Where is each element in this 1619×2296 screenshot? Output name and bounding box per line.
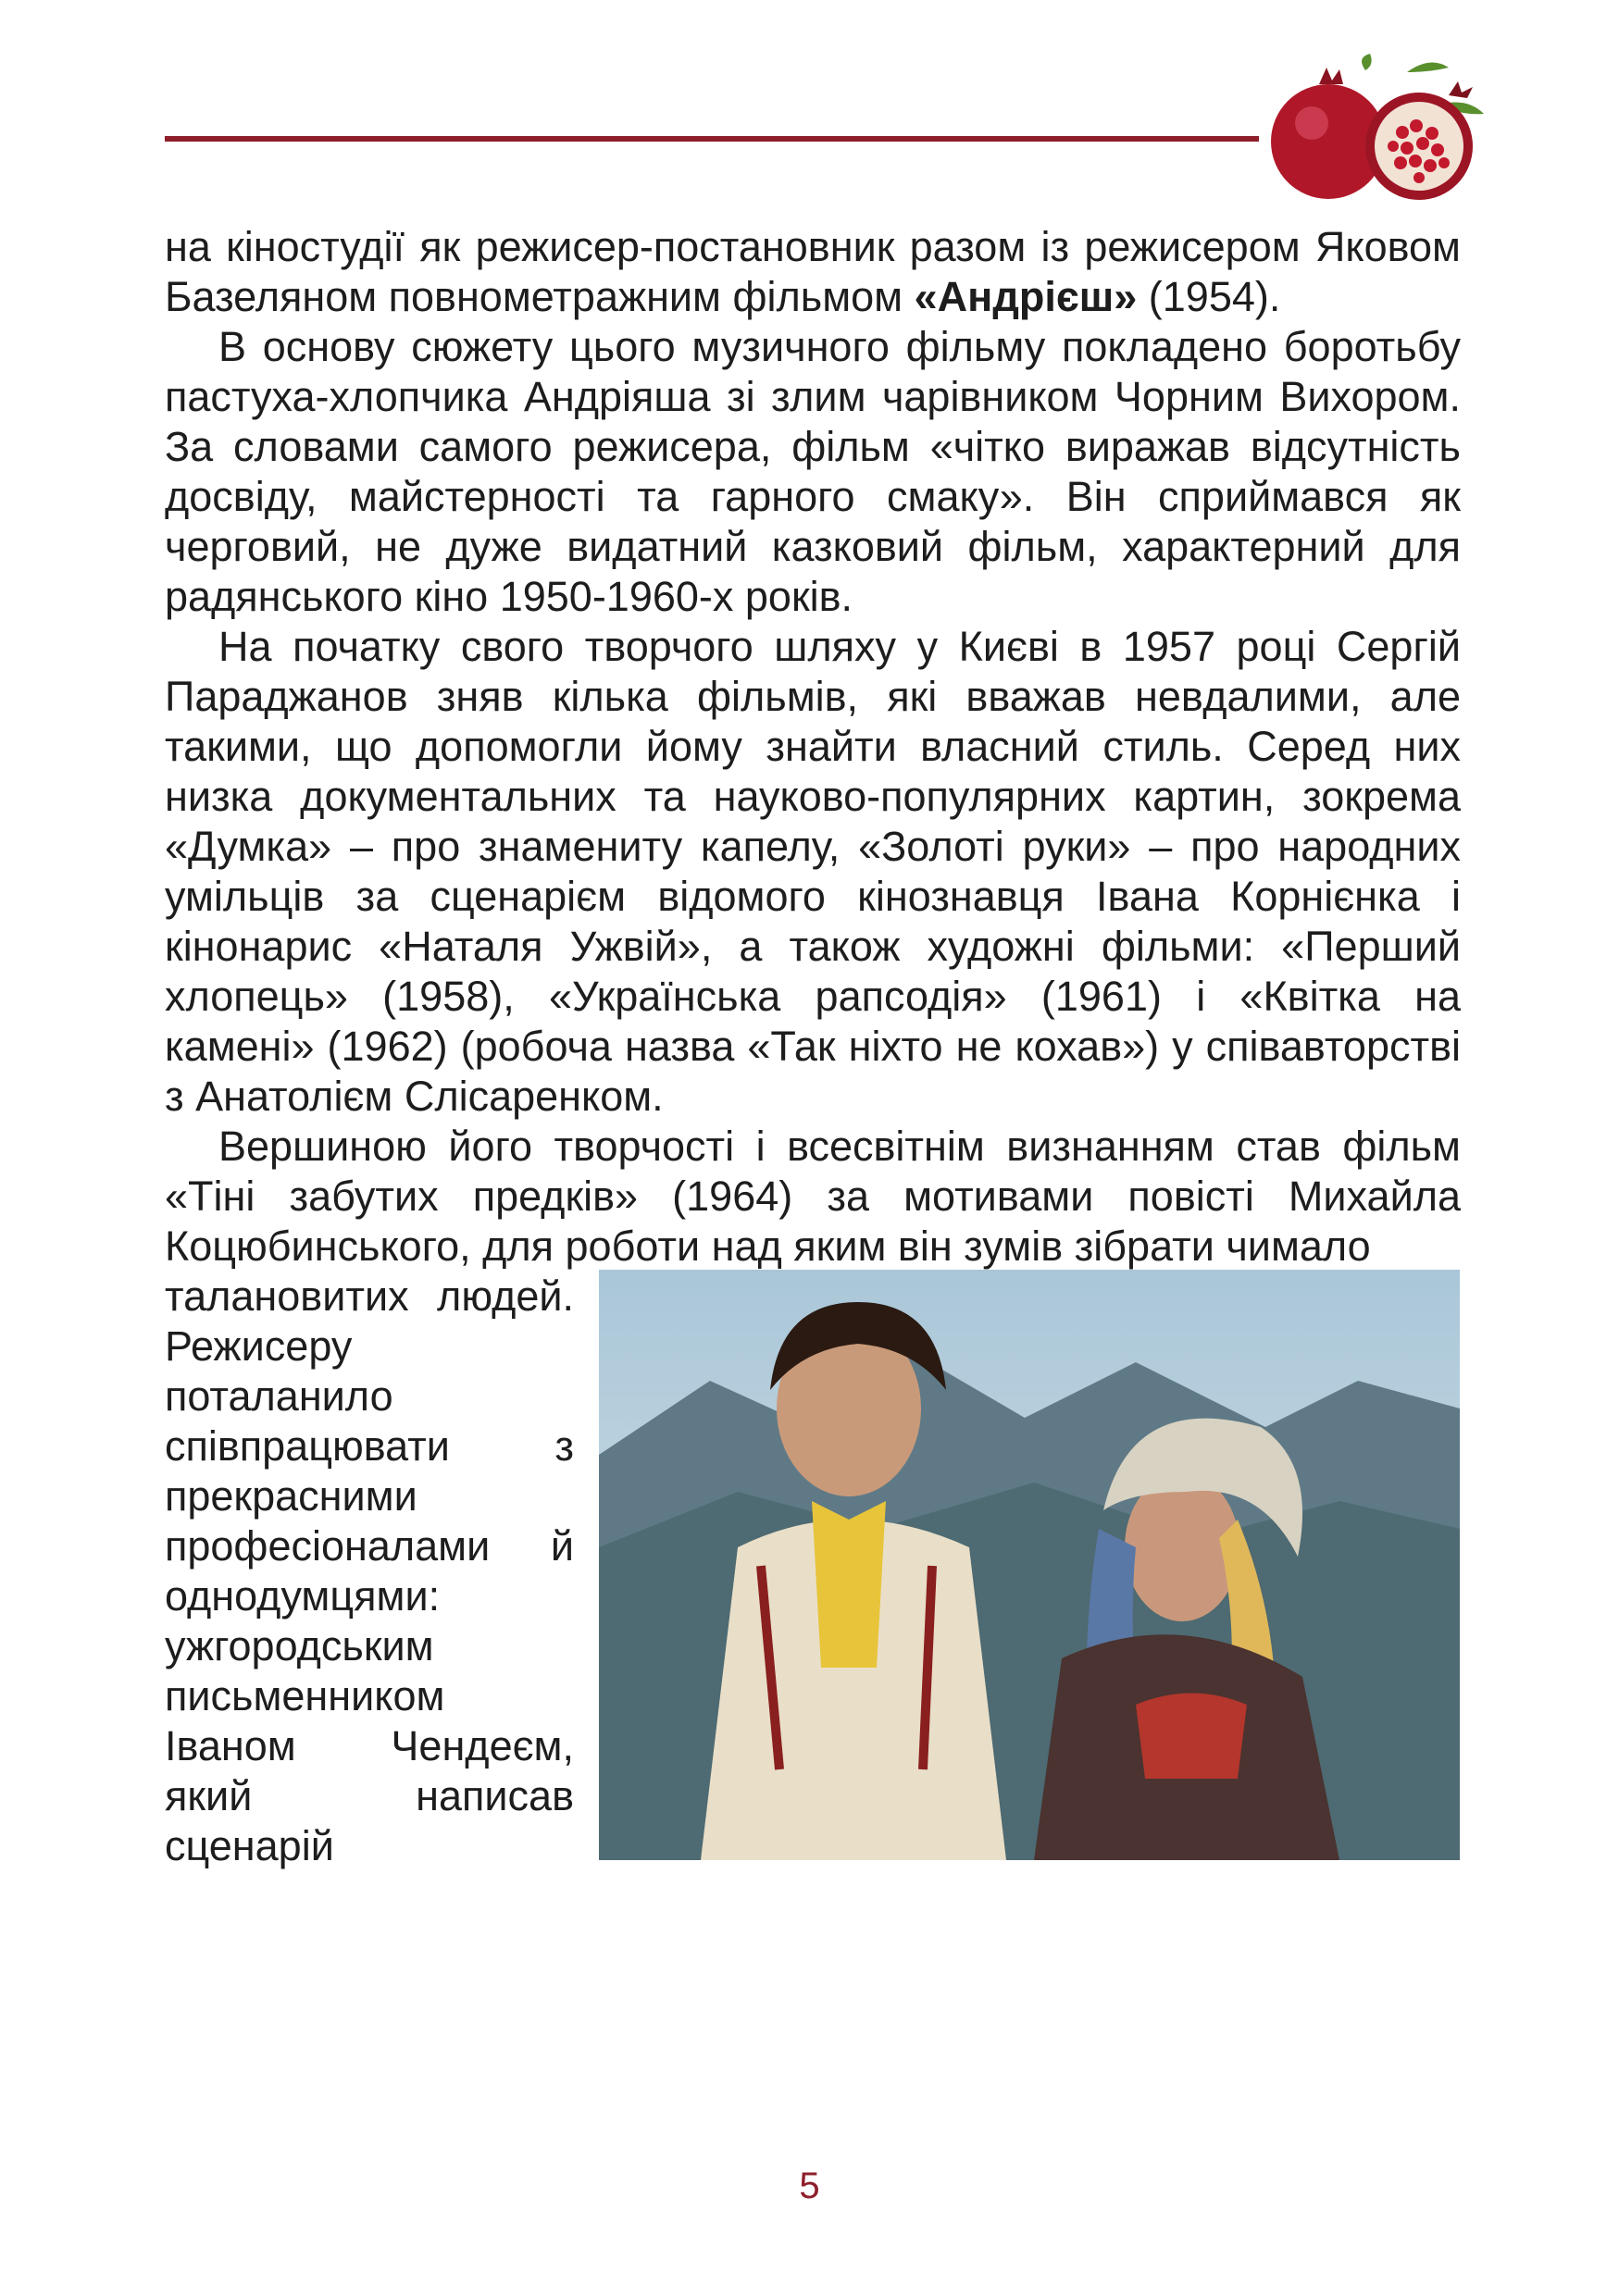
- main-text: [165, 222, 1461, 1122]
- paragraph-4-text: Вершиною його творчості і всесвітнім визнанням став фільм «Тіні забутих предків» (1964) за мотивами повісті Михайла Коцюбинського, для роботи над яким він зумів зібрати чимало: [165, 1123, 1461, 1270]
- film-title-andriiesh: «Андрієш»: [914, 273, 1138, 320]
- main-text-continued: [165, 1122, 1461, 1272]
- para1-text: на кіностудії як режисер-постановник разом із режисером Яковом Базеляном повнометражним фільмом: [165, 223, 1461, 320]
- header-rule: [165, 136, 1259, 142]
- film-still-photo: [599, 1270, 1460, 1860]
- paragraph-3: На початку свого творчого шляху у Києві в 1957 році Сергій Параджанов зняв кілька фільмів, які вважав невдалими, але такими, що допомогли йому знайти власний стиль. Серед них низка документальних та науково-популярних картин, зокрема «Думка» – про знамениту капелу, «Золоті руки» – про народних умільців за сценарієм відомого кінознавця Івана Корнієнка і кінонарис «Наталя Ужвій», а також художні фільми: «Перший хлопець» (1958), «Українська рапсодія» (1961) і «Квітка на камені» (1962) (робоча назва «Так ніхто не кохав») у співавторстві з Анатолієм Слісаренком.: [165, 623, 1461, 1120]
- page-number: 5: [799, 2166, 820, 2206]
- para1-year: (1954).: [1137, 273, 1281, 320]
- paragraph-2: В основу сюжету цього музичного фільму покладено боротьбу пастуха-хлопчика Андріяша зі злим чарівником Чорним Вихором. За словами самого режисера, фільм «чітко виражав відсутність досвіду, майстерності та гарного смаку». Він сприймався як черговий, не дуже видатний казковий фільм, характерний для радянського кіно 1950-1960-х років.: [165, 323, 1461, 620]
- paragraph-1: [165, 222, 1461, 322]
- film-still-drawing: [599, 1270, 1460, 1860]
- paragraph-4-wrapped-text: талановитих людей. Режисеру поталанило співпрацювати з прекрасними професіоналами й однодумцями: ужгородським письменником Іваном Чендеєм, який написав сценарій: [165, 1272, 574, 1869]
- paragraph-4: [165, 1122, 1461, 1272]
- pomegranate-illustration: [1254, 54, 1490, 211]
